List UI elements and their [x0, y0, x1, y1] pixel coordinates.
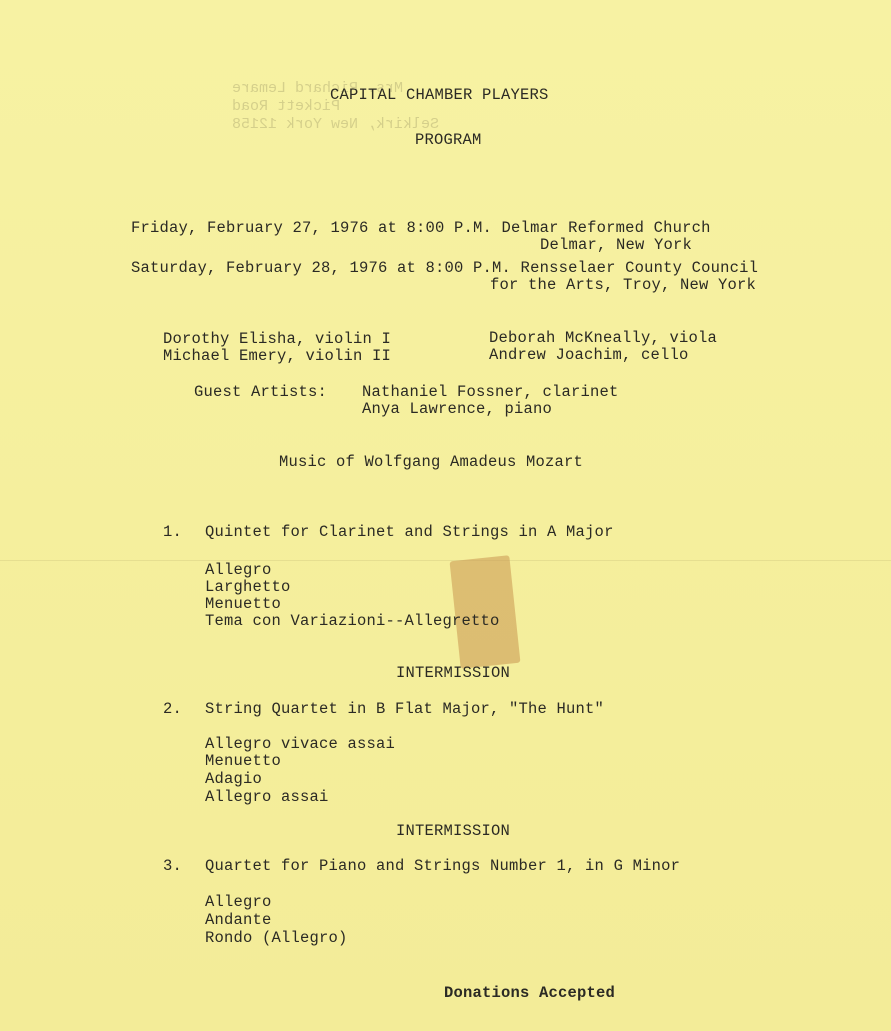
piece-3-title: Quartet for Piano and Strings Number 1, in G Minor [205, 857, 681, 875]
organization-title: CAPITAL CHAMBER PLAYERS [330, 86, 549, 104]
intermission-1: INTERMISSION [396, 664, 511, 682]
bleed-through-line-2: Pickett Road [232, 98, 341, 115]
piece-3-movement-2: Andante [205, 911, 272, 929]
player-cello: Andrew Joachim, cello [489, 346, 689, 364]
performance-2-line-2: for the Arts, Troy, New York [490, 276, 757, 294]
guest-artist-clarinet: Nathaniel Fossner, clarinet [362, 383, 619, 401]
piece-1-movement-3: Menuetto [205, 595, 282, 613]
player-violin-1: Dorothy Elisha, violin I [163, 330, 392, 348]
piece-1-movement-1: Allegro [205, 561, 272, 579]
piece-2-movement-3: Adagio [205, 770, 263, 788]
performance-1-line-1: Friday, February 27, 1976 at 8:00 P.M. Delmar Reformed Church [131, 219, 711, 237]
donations-note: Donations Accepted [444, 984, 616, 1002]
player-violin-2: Michael Emery, violin II [163, 347, 392, 365]
piece-1-number: 1. [163, 523, 183, 541]
player-viola: Deborah McKneally, viola [489, 329, 718, 347]
piece-2-movement-4: Allegro assai [205, 788, 329, 806]
piece-1-movement-2: Larghetto [205, 578, 291, 596]
fold-line [0, 560, 891, 561]
intermission-2: INTERMISSION [396, 822, 511, 840]
piece-2-movement-2: Menuetto [205, 752, 282, 770]
guest-artists-label: Guest Artists: [194, 383, 328, 401]
guest-artist-piano: Anya Lawrence, piano [362, 400, 553, 418]
piece-2-number: 2. [163, 700, 183, 718]
piece-3-number: 3. [163, 857, 183, 875]
program-heading: PROGRAM [415, 131, 482, 149]
composer-line: Music of Wolfgang Amadeus Mozart [279, 453, 584, 471]
piece-3-movement-1: Allegro [205, 893, 272, 911]
piece-2-title: String Quartet in B Flat Major, "The Hunt" [205, 700, 605, 718]
performance-2-line-1: Saturday, February 28, 1976 at 8:00 P.M. Rensselaer County Council [131, 259, 759, 277]
piece-2-movement-1: Allegro vivace assai [205, 735, 396, 753]
piece-3-movement-3: Rondo (Allegro) [205, 929, 348, 947]
performance-1-line-2: Delmar, New York [540, 236, 693, 254]
bleed-through-line-1: Mrs. Richard Lemare [232, 80, 404, 97]
piece-1-movement-4: Tema con Variazioni--Allegretto [205, 612, 500, 630]
bleed-through-line-3: Selkirk, New York 12158 [232, 116, 440, 133]
piece-1-title: Quintet for Clarinet and Strings in A Major [205, 523, 614, 541]
